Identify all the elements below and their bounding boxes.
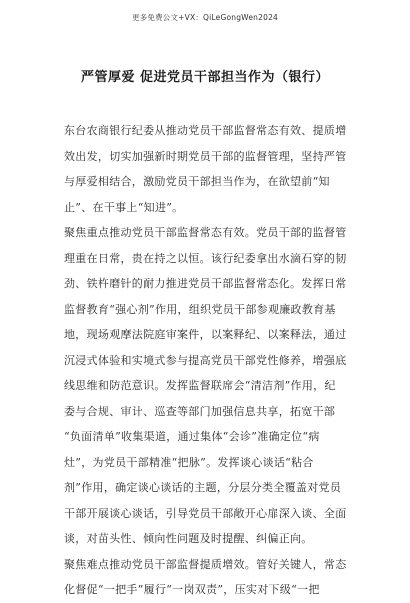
body-line: 聚焦难点推动党员干部监督提质增效。管好关键人，常态: [64, 557, 347, 571]
body-line: 线思维和防范意识。发挥监督联席会“清洁剂”作用，纪: [64, 379, 336, 392]
body-line: 与厚爱相结合，激励党员干部担当作为，在欲望前“知: [64, 175, 330, 188]
body-line: 剂”作用，确定谈心谈话的主题，分层分类全覆盖对党员: [64, 481, 342, 494]
body-line: 沉浸式体验和实境式参与提高党员干部党性修养，增强底: [64, 353, 347, 367]
document-body: [64, 118, 350, 603]
document-title: 严管厚爱 促进党员干部担当作为（银行）: [80, 70, 330, 85]
body-line: 聚焦重点推动党员干部监督常态有效。党员干部的监督管: [64, 226, 347, 239]
body-line: 理重在日常，贵在持之以恒。该行纪委拿出水滴石穿的韧: [64, 251, 347, 265]
body-line: 地，现场观摩法院庭审案件，以案释纪、以案释法，通过: [64, 328, 347, 341]
body-line: “负面清单”收集渠道，通过集体“会诊”准确定位“病: [64, 430, 320, 443]
body-line: 谈，对苗头性、倾向性问题及时提醒、纠偏正向。: [64, 532, 313, 545]
body-line: 干部开展谈心谈话，引导党员干部敞开心扉深入谈、全面: [64, 506, 347, 520]
body-line: 东台农商银行纪委从推动党员干部监督常态有效、提质增: [64, 124, 347, 137]
body-line: 监督教育“强心剂”作用，组织党员干部参观廉政教育基: [64, 302, 336, 316]
body-line: 止”、在干事上“知进”。: [64, 200, 184, 214]
body-line: 劲、铁杵磨针的耐力推进党员干部监督常态化。发挥日常: [64, 277, 347, 290]
body-line: 委与合规、审计、巡查等部门加强信息共享，拓宽干部: [64, 404, 336, 418]
body-line: 效出发，切实加强新时期党员干部的监督管理，坚持严管: [64, 149, 347, 163]
body-line: 灶”，为党员干部精准“把脉”。发挥谈心谈话“粘合: [64, 455, 314, 469]
page-header: 更多免费公文+VX：QiLeGongWen2024: [131, 13, 279, 22]
body-line: 化督促“一把手”履行“一岗双责”，压实对下级“一把: [64, 583, 320, 596]
